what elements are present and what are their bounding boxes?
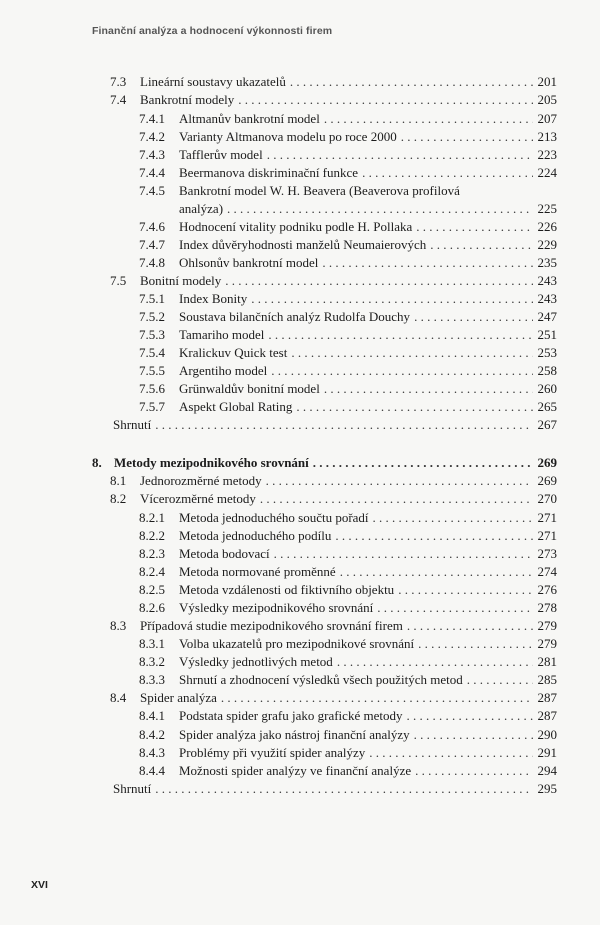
toc-entry-title: Index Bonity (179, 291, 248, 306)
page-number: XVI (31, 879, 48, 891)
toc-entry-page: 260 (537, 381, 557, 396)
dot-leader (155, 780, 533, 798)
toc-entry-title: Beermanova diskriminační funkce (179, 165, 359, 180)
toc-entry-number: 8.4.3 (139, 745, 165, 760)
toc-entry[interactable] (139, 110, 557, 128)
toc-entry-page: 285 (537, 672, 557, 687)
toc-entry-title: Hodnocení vitality podniku podle H. Pollaka (179, 219, 413, 234)
toc-entry-title: Shrnutí a zhodnocení výsledků všech použitých metod (179, 672, 463, 687)
toc-entry[interactable] (139, 164, 557, 182)
toc-entry-page: 267 (537, 417, 557, 432)
toc-entry-number: 8.2 (110, 491, 127, 506)
toc-entry[interactable] (139, 254, 557, 272)
toc-entry-number: 7.4.7 (139, 237, 165, 252)
toc-entry[interactable] (139, 308, 557, 326)
toc-entry-title: Metoda vzdálenosti od fiktivního objektu (179, 582, 395, 597)
dot-leader (313, 454, 533, 472)
toc-entry-page: 287 (537, 690, 557, 705)
dot-leader (398, 581, 533, 599)
toc-entry[interactable] (110, 490, 557, 508)
toc-entry-title: Vícerozměrné metody (140, 491, 256, 506)
toc-entry-number: 7.3 (110, 74, 127, 89)
toc-entry-title: Výsledky jednotlivých metod (179, 654, 333, 669)
toc-entry[interactable] (139, 146, 557, 164)
toc-entry-number: 7.4.2 (139, 129, 165, 144)
toc-entry-title: Podstata spider grafu jako grafické metody (179, 708, 403, 723)
toc-entry-number: 8.2.1 (139, 510, 165, 525)
toc-entry-page: 258 (537, 363, 557, 378)
dot-leader (291, 344, 533, 362)
toc-entry-number: 8.3.2 (139, 654, 165, 669)
toc-entry-page: 265 (537, 399, 557, 414)
toc-entry-title: Bankrotní model W. H. Beavera (Beaverova profilová (179, 183, 460, 198)
toc-entry-number: 8.3 (110, 618, 127, 633)
toc-entry-number: 7.5.7 (139, 399, 165, 414)
running-header: Finanční analýza a hodnocení výkonnosti firem (92, 25, 333, 37)
toc-entry-title: Tafflerův model (179, 147, 263, 162)
toc-entry[interactable] (139, 344, 557, 362)
toc-entry[interactable] (113, 416, 557, 434)
dot-leader (407, 617, 533, 635)
dot-leader (369, 744, 533, 762)
toc-entry-title: Metody mezipodnikového srovnání (114, 455, 309, 470)
toc-entry-page: 273 (537, 546, 557, 561)
toc-entry-number: 7.4.1 (139, 111, 165, 126)
toc-entry-page: 279 (537, 636, 557, 651)
toc-entry-number: 8.4 (110, 690, 127, 705)
toc-entry-number: 8.4.1 (139, 708, 165, 723)
toc-entry[interactable] (139, 128, 557, 146)
toc-entry[interactable] (139, 707, 557, 725)
toc-entry-page: 295 (537, 781, 557, 796)
toc-entry-number: 8.4.2 (139, 727, 165, 742)
toc-entry[interactable] (139, 581, 557, 599)
toc-entry[interactable] (139, 290, 557, 308)
dot-leader (260, 490, 533, 508)
dot-leader (274, 545, 533, 563)
toc-entry-number: 7.4.5 (139, 183, 165, 198)
dot-leader (271, 362, 533, 380)
toc-entry-page: 253 (537, 345, 557, 360)
toc-entry[interactable] (110, 91, 557, 109)
toc-entry-page: 243 (537, 291, 557, 306)
toc-entry[interactable] (110, 472, 557, 490)
toc-entry-title: Možnosti spider analýzy ve finanční analýze (179, 763, 412, 778)
toc-entry-title: Metoda bodovací (179, 546, 270, 561)
toc-entry-number: 8.2.5 (139, 582, 165, 597)
toc-entry-title: Soustava bilančních analýz Rudolfa Douchy (179, 309, 411, 324)
toc-entry-page: 213 (537, 129, 557, 144)
toc-entry-page: 251 (537, 327, 557, 342)
toc-entry-title: Bonitní modely (140, 273, 222, 288)
toc-entry[interactable] (139, 380, 557, 398)
toc-entry-page: 270 (537, 491, 557, 506)
toc-entry-title-continuation: analýza) (179, 201, 224, 216)
toc-entry-title: Bankrotní modely (140, 92, 235, 107)
toc-entry-page: 290 (537, 727, 557, 742)
toc-entry-page: 281 (537, 654, 557, 669)
toc-entry-page: 226 (537, 219, 557, 234)
toc-entry-number: 7.5.2 (139, 309, 165, 324)
toc-entry-page: 205 (537, 92, 557, 107)
toc-entry[interactable] (139, 527, 557, 545)
toc-entry[interactable] (139, 545, 557, 563)
dot-leader (340, 563, 533, 581)
toc-entry-page: 271 (537, 528, 557, 543)
toc-entry-page: 287 (537, 708, 557, 723)
toc-entry[interactable] (110, 73, 557, 91)
toc-entry-title: Kralickuv Quick test (179, 345, 288, 360)
dot-leader (266, 472, 533, 490)
toc-entry-number: 8.1 (110, 473, 127, 488)
toc-entry-title: Varianty Altmanova modelu po roce 2000 (179, 129, 397, 144)
toc-entry-number: 7.5.3 (139, 327, 165, 342)
toc-entry[interactable] (139, 744, 557, 762)
toc-entry-page: 276 (537, 582, 557, 597)
dot-leader (296, 398, 533, 416)
toc-entry[interactable] (139, 726, 557, 744)
dot-leader (337, 653, 533, 671)
toc-entry[interactable] (139, 653, 557, 671)
toc-entry-number: 7.4.3 (139, 147, 165, 162)
toc-entry-number: 7.4 (110, 92, 127, 107)
toc-entry[interactable] (139, 398, 557, 416)
toc-entry-title: Index důvěryhodnosti manželů Neumaierových (179, 237, 427, 252)
toc-entry-page: 223 (537, 147, 557, 162)
toc-entry-title: Lineární soustavy ukazatelů (140, 74, 286, 89)
toc-entry[interactable] (113, 780, 557, 798)
dot-leader (335, 527, 533, 545)
dot-leader (406, 707, 533, 725)
toc-entry-number: 7.5 (110, 273, 127, 288)
toc-entry-title: Případová studie mezipodnikového srovnání firem (140, 618, 403, 633)
toc-entry[interactable] (110, 272, 557, 290)
toc-entry[interactable] (110, 689, 557, 707)
toc-entry[interactable] (139, 326, 557, 344)
toc-entry-page: 269 (537, 473, 557, 488)
toc-entry-title: Jednorozměrné metody (140, 473, 262, 488)
dot-leader (415, 762, 533, 780)
dot-leader (467, 671, 533, 689)
toc-entry-number: 8.3.1 (139, 636, 165, 651)
toc-entry-number: 8.2.3 (139, 546, 165, 561)
toc-entry-title: Spider analýza (140, 690, 217, 705)
toc-entry-continuation (179, 200, 557, 218)
dot-leader (324, 110, 533, 128)
toc-entry-page: 201 (537, 74, 557, 89)
toc-entry-page: 291 (537, 745, 557, 760)
dot-leader (238, 91, 533, 109)
toc-entry-page: 278 (537, 600, 557, 615)
dot-leader (221, 689, 533, 707)
dot-leader (401, 128, 533, 146)
toc-entry-number: 8.4.4 (139, 763, 165, 778)
toc-entry-page: 294 (537, 763, 557, 778)
toc-entry-title: Shrnutí (113, 417, 152, 432)
dot-leader (416, 218, 533, 236)
toc-entry[interactable] (139, 218, 557, 236)
dot-leader (290, 73, 533, 91)
toc-entry[interactable] (139, 762, 557, 780)
dot-leader (322, 254, 533, 272)
toc-entry[interactable] (139, 362, 557, 380)
toc-entry-page: 247 (537, 309, 557, 324)
toc-entry-page: 271 (537, 510, 557, 525)
toc-entry[interactable] (139, 671, 557, 689)
toc-entry-page: 274 (537, 564, 557, 579)
toc-entry-page: 207 (537, 111, 557, 126)
toc-entry-title: Altmanův bankrotní model (179, 111, 320, 126)
toc-entry-title: Spider analýza jako nástroj finanční analýzy (179, 727, 410, 742)
toc-entry[interactable] (139, 236, 557, 254)
toc-entry[interactable] (139, 182, 557, 200)
dot-leader (430, 236, 533, 254)
toc-entry-title: Metoda normované proměnné (179, 564, 336, 579)
dot-leader (377, 599, 533, 617)
dot-leader (324, 380, 533, 398)
toc-entry[interactable] (92, 454, 557, 472)
toc-entry-page: 225 (537, 201, 557, 216)
dot-leader (414, 726, 533, 744)
toc-entry-title: Metoda jednoduchého podílu (179, 528, 332, 543)
toc-entry-number: 8.2.6 (139, 600, 165, 615)
toc-entry-title: Výsledky mezipodnikového srovnání (179, 600, 374, 615)
toc-entry-number: 8.2.2 (139, 528, 165, 543)
toc-entry-title: Grünwaldův bonitní model (179, 381, 320, 396)
toc-entry-number: 8.3.3 (139, 672, 165, 687)
toc-entry-page: 224 (537, 165, 557, 180)
toc-entry-number: 7.5.4 (139, 345, 165, 360)
toc-entry-page: 229 (537, 237, 557, 252)
dot-leader (414, 308, 533, 326)
toc-entry-number: 8. (92, 455, 102, 470)
dot-leader (155, 416, 533, 434)
toc-entry[interactable] (139, 599, 557, 617)
toc-entry-number: 7.4.6 (139, 219, 165, 234)
toc-entry[interactable] (110, 617, 557, 635)
toc-entry-number: 7.5.6 (139, 381, 165, 396)
toc-entry-number: 7.4.8 (139, 255, 165, 270)
dot-leader (267, 146, 533, 164)
toc-entry-title: Problémy při využití spider analýzy (179, 745, 366, 760)
toc-entry[interactable] (139, 635, 557, 653)
toc-entry-title: Metoda jednoduchého součtu pořadí (179, 510, 369, 525)
toc-entry-title: Aspekt Global Rating (179, 399, 293, 414)
toc-entry[interactable] (139, 509, 557, 527)
toc-entry-page: 279 (537, 618, 557, 633)
toc-entry-title: Volba ukazatelů pro mezipodnikové srovnání (179, 636, 415, 651)
toc-entry-page: 269 (537, 455, 557, 470)
toc-entry-page: 243 (537, 273, 557, 288)
toc-entry-title: Argentiho model (179, 363, 268, 378)
toc-entry[interactable] (139, 563, 557, 581)
toc-entry-number: 7.5.1 (139, 291, 165, 306)
toc-entry-page: 235 (537, 255, 557, 270)
toc-entry-title: Shrnutí (113, 781, 152, 796)
dot-leader (373, 509, 533, 527)
dot-leader (227, 200, 533, 218)
dot-leader (268, 326, 533, 344)
dot-leader (225, 272, 533, 290)
toc-entry-title: Ohlsonův bankrotní model (179, 255, 319, 270)
toc-entry-number: 8.2.4 (139, 564, 165, 579)
dot-leader (418, 635, 533, 653)
dot-leader (362, 164, 533, 182)
toc-entry-number: 7.4.4 (139, 165, 165, 180)
dot-leader (251, 290, 533, 308)
toc-entry-title: Tamariho model (179, 327, 265, 342)
toc-entry-number: 7.5.5 (139, 363, 165, 378)
